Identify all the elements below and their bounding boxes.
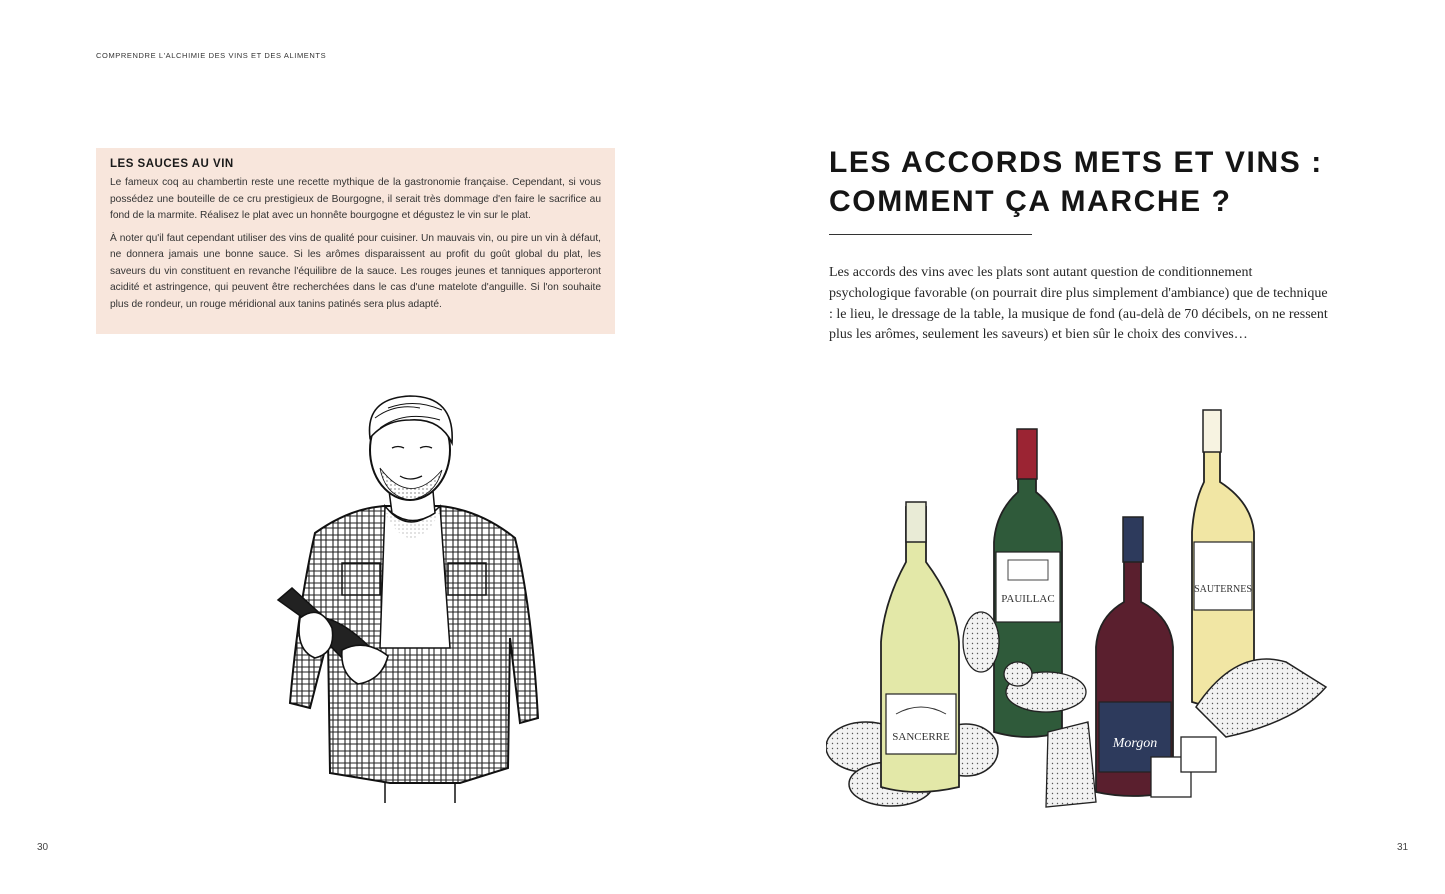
sancerre-label: SANCERRE bbox=[892, 731, 950, 743]
morgon-bottle bbox=[1096, 517, 1173, 796]
sidebar-paragraph: À noter qu'il faut cependant utiliser des vins de qualité pour cuisiner. Un mauvais vin, ou pire un vin à défaut, ne donnera jamais une bonne sauce. Si les arômes disparaissent au profit du goût global du plat, les saveurs du vin constituent en revanche l'équilibre de la sauce. Les rouges jeunes et tanniques apporteront acidité et astringence, qui peuvent être recherchées dans le cas d'une matelote d'anguille. Si l'on souhaite plus de rondeur, un rouge méridional aux tanins patinés sera plus adapté. bbox=[110, 232, 601, 310]
sidebar-title: LES SAUCES AU VIN bbox=[110, 158, 234, 170]
man-holding-wine-bottle-illustration bbox=[270, 388, 560, 808]
pauillac-label: PAUILLAC bbox=[1001, 593, 1055, 605]
sauternes-label: SAUTERNES bbox=[1194, 584, 1252, 595]
sidebar-paragraph: Le fameux coq au chambertin reste une recette mythique de la gastronomie française. Cependant, si vous possédez une bouteille de ce cru prestigieux de Bourgogne, il serait très dommage d'en faire le sacrifice au fond de la marmite. Réalisez le plat avec un honnête bourgogne et dégustez le vin sur le plat. bbox=[110, 177, 601, 221]
page-number-left: 30 bbox=[37, 842, 49, 853]
title-divider bbox=[829, 234, 1032, 235]
chapter-title: LES ACCORDS METS ET VINS : COMMENT ÇA MARCHE ? bbox=[829, 146, 1323, 218]
wine-bottles-cheese-oysters-lambs-illustration bbox=[826, 402, 1336, 812]
running-head: COMPRENDRE L'ALCHIMIE DES VINS ET DES ALIMENTS bbox=[96, 51, 327, 60]
intro-paragraph: Les accords des vins avec les plats sont autant question de conditionnement psychologique favorable (on pourrait dire plus simplement d'ambiance) que de technique : le lieu, le dressage de la table, la musique de fond (au-delà de 70 décibels, on ne ressent plus les arômes, seulement les saveurs) et bien sûr le choix des convives… bbox=[829, 265, 1328, 343]
sidebar-box bbox=[96, 148, 615, 334]
morgon-label: Morgon bbox=[1112, 736, 1158, 751]
sancerre-bottle bbox=[881, 502, 959, 792]
page-number-right: 31 bbox=[1397, 842, 1409, 853]
